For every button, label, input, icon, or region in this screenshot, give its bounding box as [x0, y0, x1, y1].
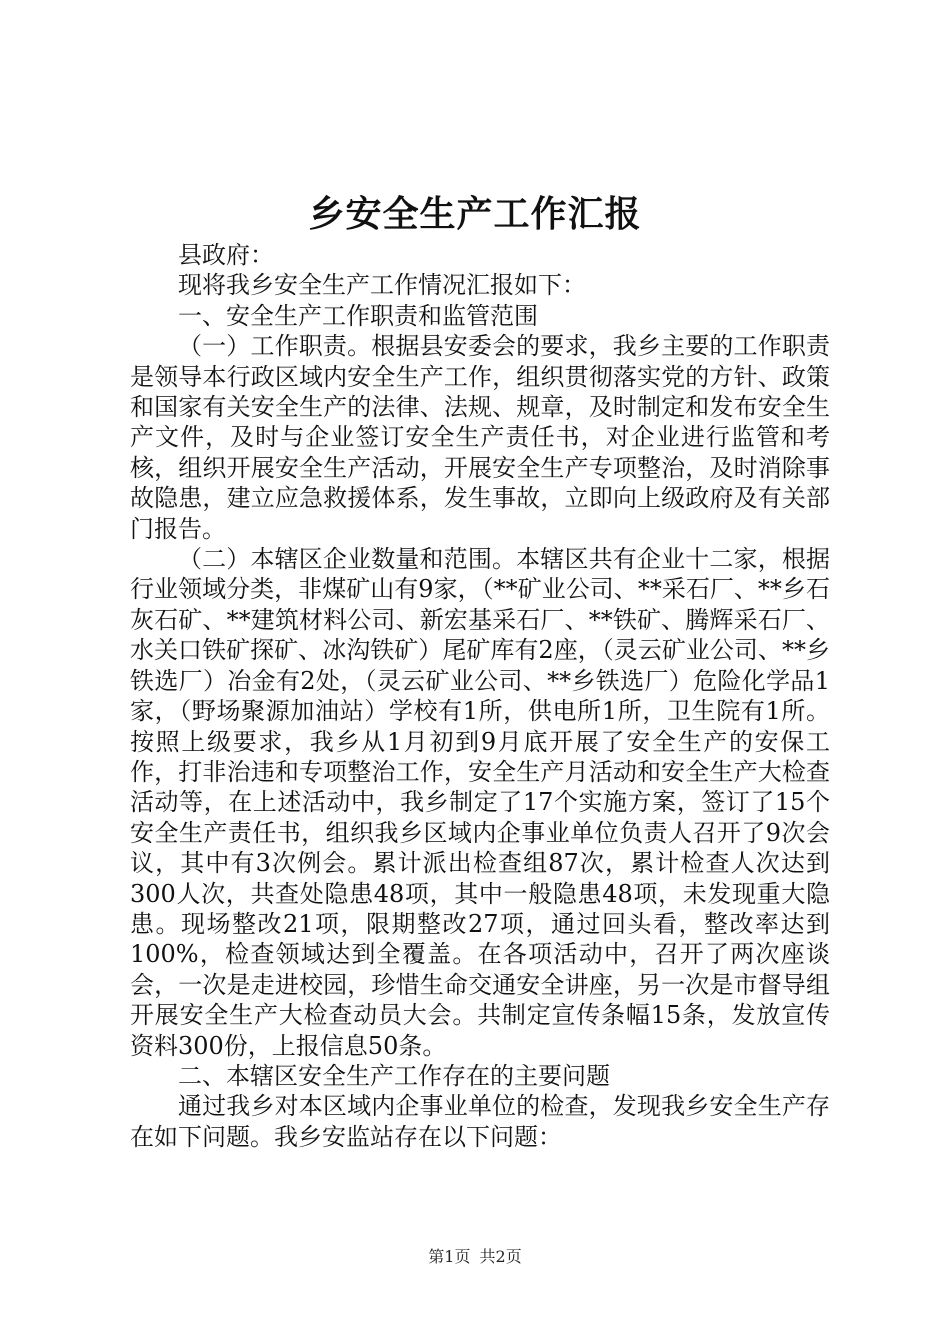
section-heading-2: 二、本辖区安全生产工作存在的主要问题 — [178, 1061, 610, 1090]
page-number: 第1页 — [428, 1247, 471, 1266]
page-total: 共2页 — [479, 1247, 522, 1266]
paragraph-duties: （一）工作职责。根据县安委会的要求，我乡主要的工作职责是领导本行政区域内安全生产工作，组织贯彻落实党的方针、政策和国家有关安全生产的法律、法规、规章，及时制定和发布安全生产文件，及时与企业签订安全生产责任书，对企业进行监管和考核，组织开展安全生产活动，开展安全生产专项整治，及时消除事故隐患，建立应急救援体系，发生事故，立即向上级政府及有关部门报告。 — [130, 332, 830, 543]
document-body — [130, 240, 830, 1152]
page-footer — [0, 1244, 950, 1267]
section-heading-1: 一、安全生产工作职责和监管范围 — [178, 301, 538, 330]
paragraph-problems: 通过我乡对本区域内企事业单位的检查，发现我乡安全生产存在如下问题。我乡安监站存在以下问题： — [130, 1092, 830, 1151]
intro-paragraph: 现将我乡安全生产工作情况汇报如下： — [178, 271, 586, 300]
salutation: 县政府： — [178, 241, 274, 269]
paragraph-enterprises: （二）本辖区企业数量和范围。本辖区共有企业十二家，根据行业领域分类，非煤矿山有9家，（**矿业公司、**采石厂、**乡石灰石矿、**建筑材料公司、新宏基采石厂、**铁矿、腾辉采石厂、水关口铁矿探矿、冰沟铁矿）尾矿库有2座，（灵云矿业公司、**乡铁选厂）冶金有2处，（灵云矿业公司、**乡铁选厂）危险化学品1家，（野场聚源加油站）学校有1所，供电所1所，卫生院有1所。按照上级要求，我乡从1月初到9月底开展了安全生产的安保工作，打非治违和专项整治工作，安全生产月活动和安全生产大检查活动等，在上述活动中，我乡制定了17个实施方案，签订了15个安全生产责任书，组织我乡区域内企事业单位负责人召开了9次会议，其中有3次例会。累计派出检查组87次，累计检查人次达到300人次，共查处隐患48项，其中一般隐患48项，未发现重大隐患。现场整改21项，限期整改27项，通过回头看，整改率达到100%，检查领域达到全覆盖。在各项活动中，召开了两次座谈会，一次是走进校园，珍惜生命交通安全讲座，另一次是市督导组开展安全生产大检查动员大会。共制定宣传条幅15条，发放宣传资料300份，上报信息50条。 — [130, 545, 830, 1060]
document-title: 乡安全生产工作汇报 — [308, 194, 642, 235]
